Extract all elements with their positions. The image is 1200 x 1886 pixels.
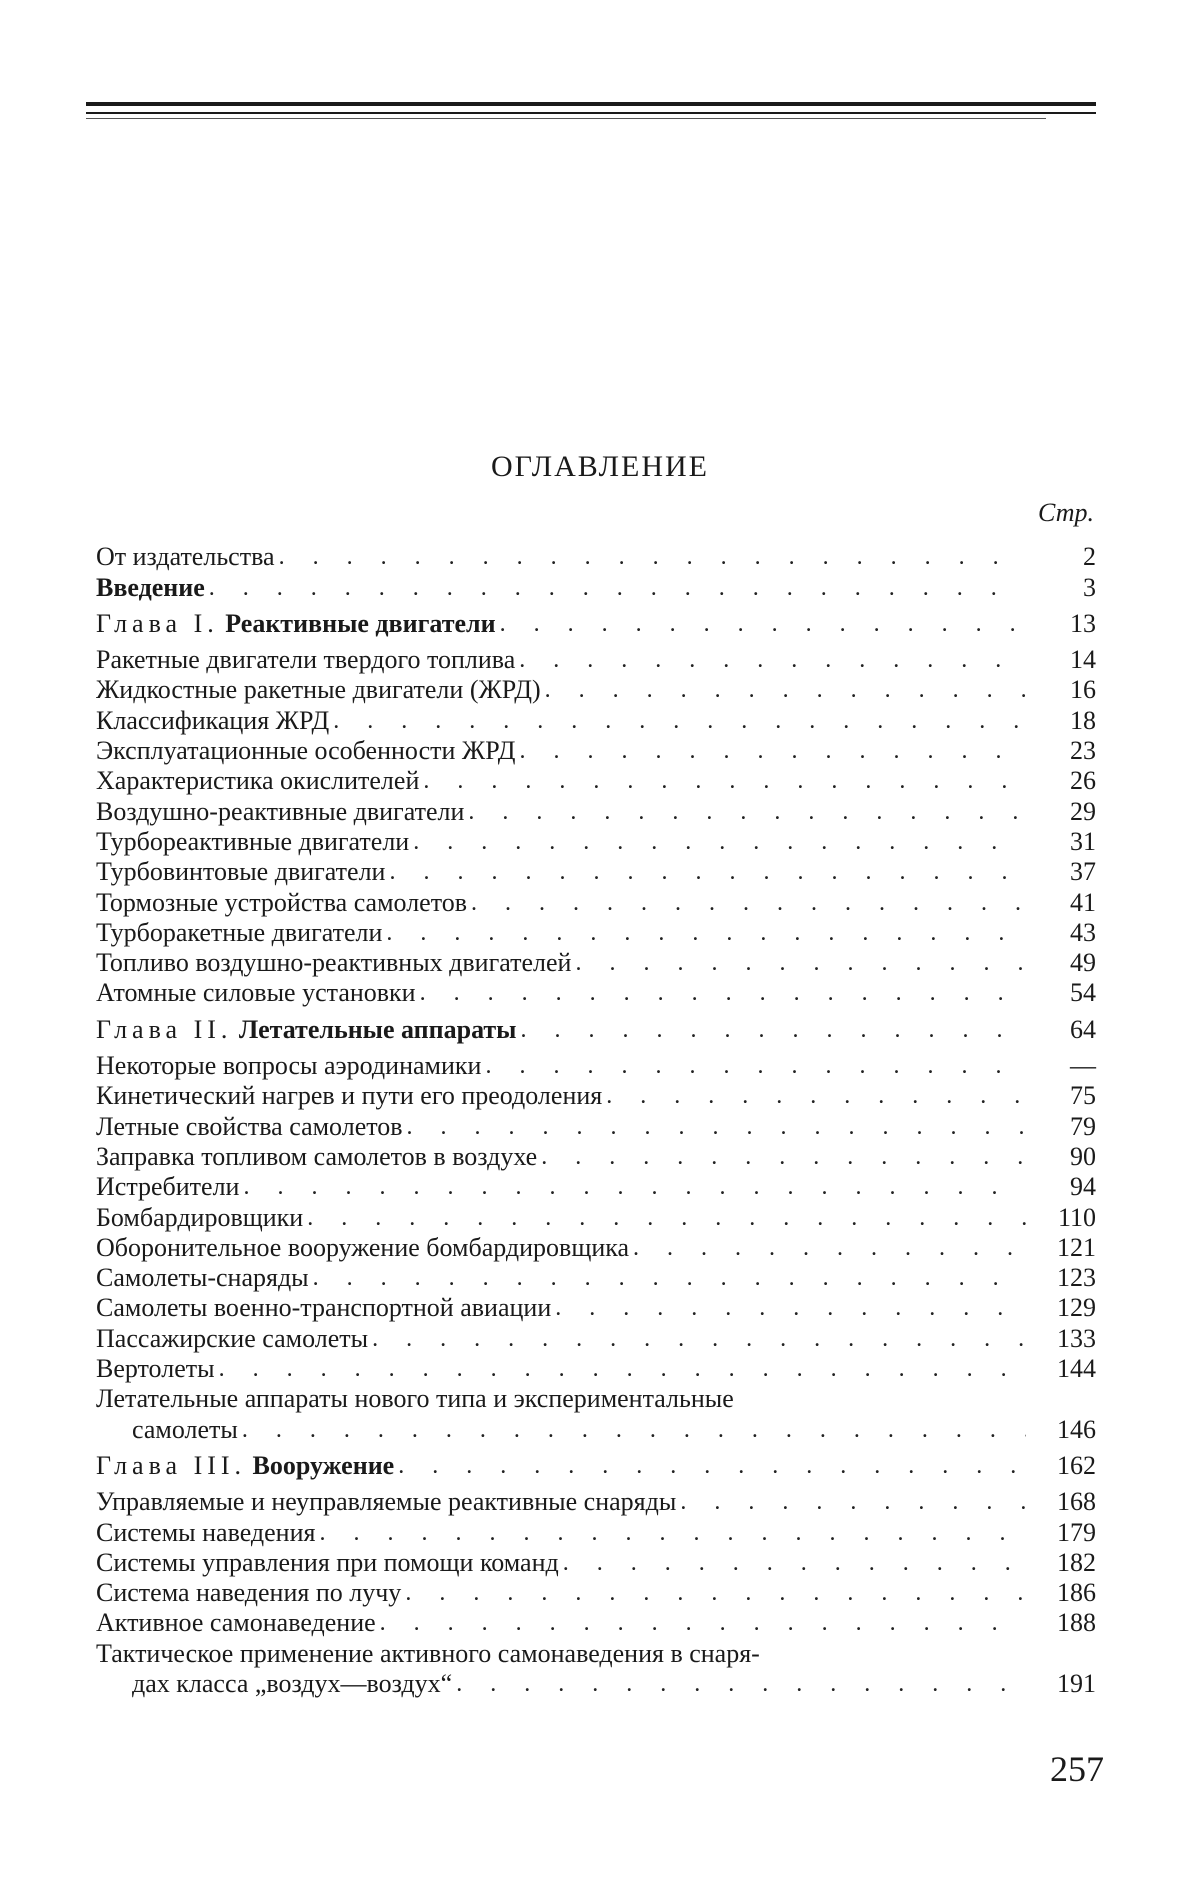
toc-entry-title: самолеты [132, 1414, 238, 1444]
leader-dots [545, 675, 1026, 705]
toc-entry-title: Оборонительное вооружение бомбардировщика [96, 1232, 630, 1262]
leader-dots [485, 1051, 1026, 1081]
leader-dots [563, 1548, 1026, 1578]
toc-entry-page: 94 [1070, 1172, 1096, 1202]
toc-entry-title: Турборакетные двигатели [96, 917, 383, 947]
toc-entry-title: Жидкостные ракетные двигатели (ЖРД) [96, 675, 541, 705]
toc-entry-title: Системы наведения [96, 1517, 316, 1547]
toc-entry-title: Самолеты-снаряды [96, 1263, 309, 1293]
toc-entry-page: 79 [1070, 1111, 1096, 1141]
toc-entry-page: 23 [1070, 736, 1096, 766]
toc-entry-title: Атомные силовые установки [96, 978, 416, 1008]
toc-entry[interactable] [96, 978, 1096, 1008]
toc-entry[interactable] [96, 1202, 1096, 1232]
chapter-title: Вооружение [252, 1450, 395, 1480]
toc-entry-title: Бомбардировщики [96, 1202, 304, 1232]
toc-entry[interactable] [96, 705, 1096, 735]
toc-entry-title: Заправка топливом самолетов в воздухе [96, 1141, 538, 1171]
toc-entry[interactable] [96, 736, 1096, 766]
toc-entry-title: Классификация ЖРД [96, 705, 330, 735]
toc-entry[interactable] [96, 1548, 1096, 1578]
toc-entry-title: Системы управления при помощи команд [96, 1547, 559, 1577]
leader-dots [380, 1608, 1026, 1638]
toc-entry-title: Некоторые вопросы аэродинамики [96, 1051, 482, 1081]
toc-entry-page: 64 [1070, 1014, 1096, 1044]
page-column-label: Стр. [1038, 498, 1094, 527]
leader-dots [471, 888, 1026, 918]
leader-dots [420, 978, 1026, 1008]
leader-dots [243, 1172, 1026, 1202]
toc-entry-title: Характеристика окислителей [96, 766, 420, 796]
toc-entry-title: Турбовинтовые двигатели [96, 857, 386, 887]
toc-entry-page: 146 [1057, 1414, 1096, 1444]
toc-entry-title: Кинетический нагрев и пути его преодоления [96, 1081, 603, 1111]
toc-entry-page: 31 [1070, 826, 1096, 856]
toc-entry-page: 168 [1057, 1487, 1096, 1517]
toc-entry-page: 16 [1070, 675, 1096, 705]
leader-dots [307, 1203, 1026, 1233]
leader-dots [468, 797, 1026, 827]
leader-dots [405, 1578, 1026, 1608]
toc-entry-title: дах класса „воздух—воздух“ [132, 1668, 453, 1698]
toc-entry[interactable] [96, 1172, 1096, 1202]
toc-entry-title: Вертолеты [96, 1354, 215, 1384]
leader-dots [333, 706, 1026, 736]
header-rule-hairline [86, 118, 1046, 119]
toc-entry-page: 49 [1070, 948, 1096, 978]
leader-dots [386, 918, 1026, 948]
toc-entry-page: 14 [1070, 645, 1096, 675]
chapter-lead: Глава III. [96, 1450, 247, 1480]
toc-entry-page: 129 [1057, 1293, 1096, 1323]
leader-dots [242, 1415, 1026, 1445]
leader-dots [541, 1142, 1026, 1172]
toc-entry[interactable] [96, 572, 1096, 602]
leader-dots [456, 1669, 1026, 1699]
toc-entry[interactable] [96, 1323, 1096, 1353]
toc-entry-title: Пассажирские самолеты [96, 1323, 369, 1353]
leader-dots [319, 1518, 1026, 1548]
leader-dots [313, 1263, 1026, 1293]
toc-entry[interactable] [96, 1487, 1096, 1517]
leader-dots [372, 1324, 1026, 1354]
toc-entry[interactable] [96, 857, 1096, 887]
table-of-contents [96, 542, 1096, 1699]
toc-entry-page: 41 [1070, 887, 1096, 917]
toc-entry-wrapped-line2[interactable] [96, 1414, 1096, 1444]
toc-entry[interactable] [96, 1051, 1096, 1081]
chapter-lead: Глава I. [96, 608, 219, 638]
leader-dots [413, 827, 1026, 857]
toc-entry[interactable] [96, 1354, 1096, 1384]
toc-entry[interactable] [96, 542, 1096, 572]
toc-entry[interactable] [96, 645, 1096, 675]
leader-dots [519, 736, 1026, 766]
toc-entry[interactable] [96, 1081, 1096, 1111]
toc-entry[interactable] [96, 1111, 1096, 1141]
toc-entry[interactable] [96, 1142, 1096, 1172]
toc-entry-title: Тактическое применение активного самонаведения в снаря- [96, 1638, 760, 1668]
toc-entry-page: 3 [1083, 572, 1096, 602]
toc-entry-title: Летательные аппараты нового типа и экспериментальные [96, 1384, 734, 1414]
toc-entry[interactable] [96, 1233, 1096, 1263]
toc-entry-page: 186 [1057, 1578, 1096, 1608]
header-rule-thin [86, 112, 1096, 114]
leader-dots [389, 857, 1026, 887]
toc-entry[interactable] [96, 1293, 1096, 1323]
toc-entry-page: 110 [1057, 1202, 1096, 1232]
leader-dots [680, 1487, 1026, 1517]
toc-chapter-heading[interactable] [96, 1451, 1096, 1481]
toc-entry-page: 133 [1057, 1323, 1096, 1353]
leader-dots [633, 1233, 1026, 1263]
leader-dots [407, 1112, 1026, 1142]
toc-entry[interactable] [96, 1517, 1096, 1547]
toc-entry-page: 90 [1070, 1141, 1096, 1171]
toc-entry[interactable] [96, 1608, 1096, 1638]
toc-entry-title: От издательства [96, 542, 275, 572]
leader-dots [219, 1354, 1026, 1384]
toc-entry[interactable] [96, 1263, 1096, 1293]
toc-entry-page: 18 [1070, 705, 1096, 735]
toc-entry-title: Турбореактивные двигатели [96, 826, 410, 856]
toc-entry-page: 13 [1070, 608, 1096, 638]
toc-chapter-heading[interactable] [96, 609, 1096, 639]
chapter-title: Летательные аппараты [238, 1014, 517, 1044]
toc-entry[interactable] [96, 918, 1096, 948]
toc-entry-page: 123 [1057, 1263, 1096, 1293]
header-rule-thick [86, 102, 1096, 106]
page-title: ОГЛАВЛЕНИЕ [491, 450, 709, 483]
leader-dots [521, 1015, 1027, 1045]
chapter-title: Реактивные двигатели [225, 608, 496, 638]
toc-entry-page: 43 [1070, 917, 1096, 947]
toc-entry-title: Воздушно-реактивные двигатели [96, 796, 465, 826]
leader-dots [555, 1293, 1026, 1323]
toc-entry-title: Тормозные устройства самолетов [96, 887, 468, 917]
toc-entry-title: Самолеты военно-транспортной авиации [96, 1293, 552, 1323]
toc-entry-page: 191 [1057, 1668, 1096, 1698]
toc-entry[interactable] [96, 766, 1096, 796]
toc-entry[interactable] [96, 796, 1096, 826]
toc-entry-page: — [1070, 1051, 1096, 1081]
leader-dots [398, 1451, 1026, 1481]
toc-entry-page: 179 [1057, 1517, 1096, 1547]
toc-entry-page: 188 [1057, 1608, 1096, 1638]
toc-entry[interactable] [96, 887, 1096, 917]
leader-dots [519, 645, 1026, 675]
toc-entry-title: Эксплуатационные особенности ЖРД [96, 736, 516, 766]
toc-entry-page: 54 [1070, 978, 1096, 1008]
toc-entry-page: 2 [1083, 542, 1096, 572]
toc-entry-wrapped-line1[interactable] [96, 1384, 1096, 1414]
leader-dots [606, 1081, 1026, 1111]
chapter-lead: Глава II. [96, 1014, 233, 1044]
toc-entry-title: Введение [96, 572, 205, 602]
toc-entry[interactable] [96, 675, 1096, 705]
leader-dots [209, 573, 1026, 603]
toc-entry-title: Управляемые и неуправляемые реактивные снаряды [96, 1487, 677, 1517]
toc-entry[interactable] [96, 1578, 1096, 1608]
toc-entry-title: Активное самонаведение [96, 1608, 376, 1638]
toc-entry-page: 121 [1057, 1232, 1096, 1262]
toc-entry-page: 144 [1057, 1354, 1096, 1384]
toc-entry-page: 75 [1070, 1081, 1096, 1111]
toc-entry[interactable] [96, 948, 1096, 978]
leader-dots [279, 542, 1026, 572]
toc-entry[interactable] [96, 827, 1096, 857]
toc-entry-title: Топливо воздушно-реактивных двигателей [96, 948, 572, 978]
toc-entry-title: Летные свойства самолетов [96, 1111, 403, 1141]
toc-entry-title: Система наведения по лучу [96, 1578, 402, 1608]
toc-entry-wrapped-line1[interactable] [96, 1638, 1096, 1668]
toc-entry-title: Истребители [96, 1172, 240, 1202]
toc-entry-page: 162 [1057, 1450, 1096, 1480]
toc-entry-title: Ракетные двигатели твердого топлива [96, 645, 516, 675]
leader-dots [500, 609, 1026, 639]
toc-entry-page: 182 [1057, 1547, 1096, 1577]
toc-entry-page: 26 [1070, 766, 1096, 796]
toc-entry-wrapped-line2[interactable] [96, 1669, 1096, 1699]
toc-chapter-heading[interactable] [96, 1014, 1096, 1044]
leader-dots [575, 948, 1026, 978]
page-number: 257 [1050, 1749, 1104, 1789]
leader-dots [423, 766, 1026, 796]
toc-entry-page: 37 [1070, 857, 1096, 887]
toc-entry-page: 29 [1070, 796, 1096, 826]
